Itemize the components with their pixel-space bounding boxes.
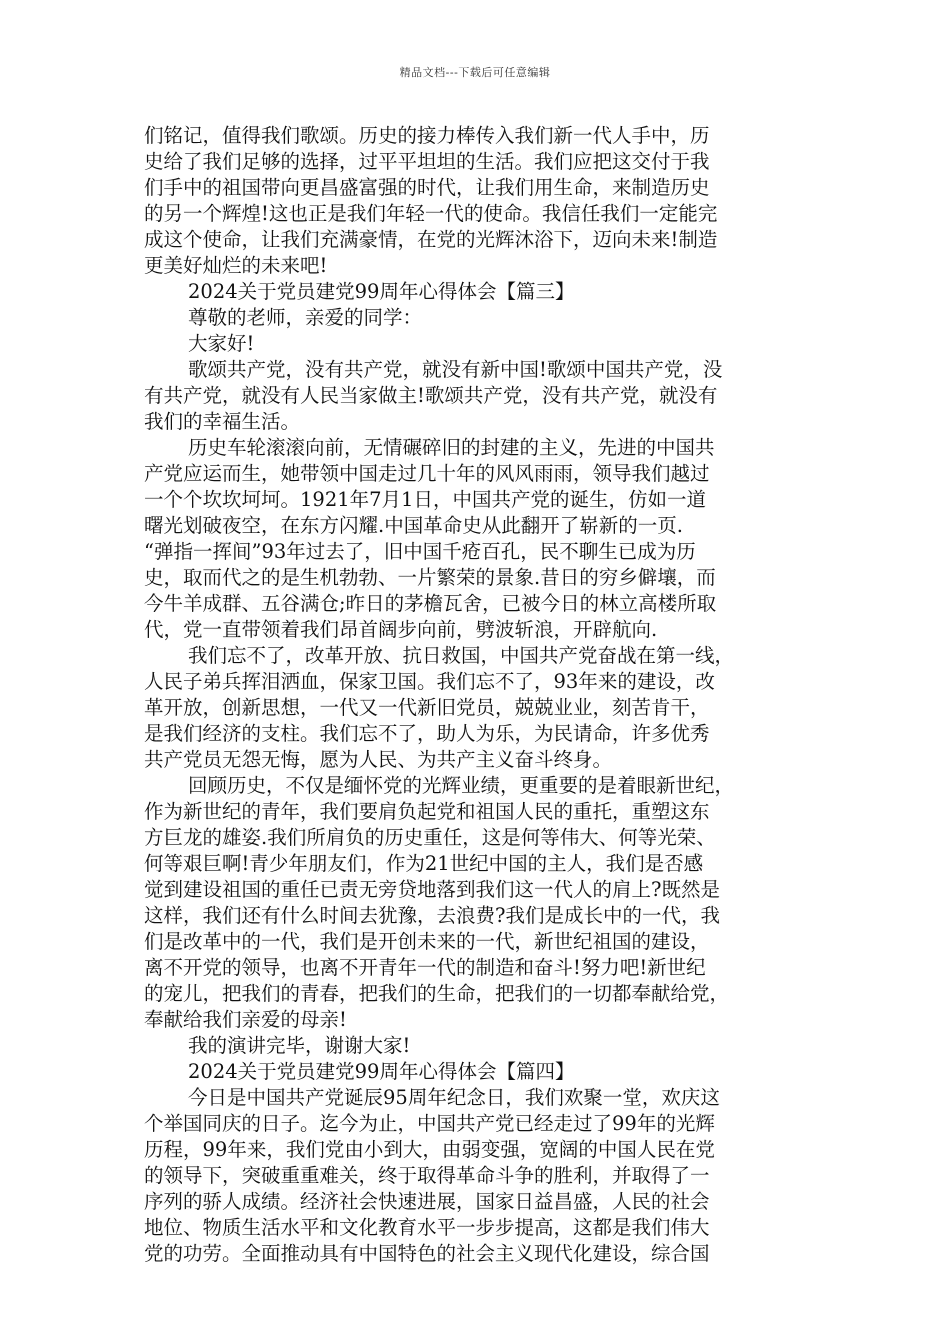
text-line: 有共产党，就没有人民当家做主!歌颂共产党，没有共产党，就没有 <box>144 384 718 407</box>
text-line: 我的演讲完毕，谢谢大家! <box>188 1034 411 1057</box>
text-line: 序列的骄人成绩。经济社会快速进展，国家日益昌盛，人民的社会 <box>144 1190 710 1213</box>
text-line: 2024关于党员建党99周年心得体会【篇四】 <box>188 1060 575 1083</box>
text-line: 党的功劳。全面推动具有中国特色的社会主义现代化建设，综合国 <box>144 1242 710 1265</box>
page-header-note: 精品文档---下载后可任意编辑 <box>399 66 551 79</box>
text-line: 更美好灿烂的未来吧! <box>144 254 328 277</box>
text-line: 尊敬的老师，亲爱的同学： <box>188 306 423 329</box>
text-line: 曙光划破夜空，在东方闪耀.中国革命史从此翻开了崭新的一页. <box>144 514 683 537</box>
text-line: 革开放，创新思想，一代又一代新旧党员，兢兢业业，刻苦肯干， <box>144 696 710 719</box>
text-line: 个举国同庆的日子。迄今为止，中国共产党已经走过了99年的光辉 <box>144 1112 715 1135</box>
text-line: 们是改革中的一代，我们是开创未来的一代，新世纪祖国的建设， <box>144 930 710 953</box>
text-line: 2024关于党员建党99周年心得体会【篇三】 <box>188 280 575 303</box>
text-line: 的宠儿，把我们的青春，把我们的生命，把我们的一切都奉献给党， <box>144 982 730 1005</box>
document-body <box>144 123 816 1267</box>
text-line: 回顾历史，不仅是缅怀党的光辉业绩，更重要的是着眼新世纪， <box>188 774 735 797</box>
text-line: 离不开党的领导，也离不开青年一代的制造和奋斗!努力吧!新世纪 <box>144 956 706 979</box>
text-line: “弹指一挥间”93年过去了，旧中国千疮百孔，民不聊生已成为历 <box>144 540 696 563</box>
text-line: 历程，99年来，我们党由小到大，由弱变强，宽阔的中国人民在党 <box>144 1138 715 1161</box>
text-line: 史给了我们足够的选择，过平平坦坦的生活。我们应把这交付于我 <box>144 150 710 173</box>
text-line: 产党应运而生，她带领中国走过几十年的风风雨雨，领导我们越过 <box>144 462 710 485</box>
text-line: 今日是中国共产党诞辰95周年纪念日，我们欢聚一堂，欢庆这 <box>188 1086 720 1109</box>
text-line: 人民子弟兵挥泪洒血，保家卫国。我们忘不了，93年来的建设，改 <box>144 670 715 693</box>
text-line: 歌颂共产党，没有共产党，就没有新中国!歌颂中国共产党，没 <box>188 358 723 381</box>
text-line: 地位、物质生活水平和文化教育水平一步步提高，这都是我们伟大 <box>144 1216 710 1239</box>
text-line: 历史车轮滚滚向前，无情碾碎旧的封建的主义，先进的中国共 <box>188 436 715 459</box>
text-line: 何等艰巨啊!青少年朋友们，作为21世纪中国的主人，我们是否感 <box>144 852 704 875</box>
text-line: 的领导下，突破重重难关，终于取得革命斗争的胜利，并取得了一 <box>144 1164 710 1187</box>
text-line: 共产党员无怨无悔，愿为人民、为共产主义奋斗终身。 <box>144 748 613 771</box>
text-line: 我们忘不了，改革开放、抗日救国，中国共产党奋战在第一线， <box>188 644 735 667</box>
text-line: 作为新世纪的青年，我们要肩负起党和祖国人民的重托，重塑这东 <box>144 800 710 823</box>
text-line: 史，取而代之的是生机勃勃、一片繁荣的景象.昔日的穷乡僻壤，而 <box>144 566 716 589</box>
text-line: 觉到建设祖国的重任已责无旁贷地落到我们这一代人的肩上?既然是 <box>144 878 720 901</box>
text-line: 代，党一直带领着我们昂首阔步向前，劈波斩浪，开辟航向. <box>144 618 658 641</box>
text-line: 一个个坎坎坷坷。1921年7月1日，中国共产党的诞生，仿如一道 <box>144 488 706 511</box>
text-line: 是我们经济的支柱。我们忘不了，助人为乐，为民请命，许多优秀 <box>144 722 710 745</box>
text-line: 方巨龙的雄姿.我们所肩负的历史重任，这是何等伟大、何等光荣、 <box>144 826 716 849</box>
text-line: 这样，我们还有什么时间去犹豫，去浪费?我们是成长中的一代，我 <box>144 904 720 927</box>
text-line: 今牛羊成群、五谷满仓;昨日的茅檐瓦舍，已被今日的林立高楼所取 <box>144 592 717 615</box>
text-line: 们铭记，值得我们歌颂。历史的接力棒传入我们新一代人手中，历 <box>144 124 710 147</box>
text-line: 我们的幸福生活。 <box>144 410 301 433</box>
text-line: 们手中的祖国带向更昌盛富强的时代，让我们用生命，来制造历史 <box>144 176 710 199</box>
text-line: 成这个使命，让我们充满豪情，在党的光辉沐浴下，迈向未来!制造 <box>144 228 718 251</box>
text-line: 的另一个辉煌!这也正是我们年轻一代的使命。我信任我们一定能完 <box>144 202 718 225</box>
text-line: 奉献给我们亲爱的母亲! <box>144 1008 347 1031</box>
text-line: 大家好! <box>188 332 255 355</box>
